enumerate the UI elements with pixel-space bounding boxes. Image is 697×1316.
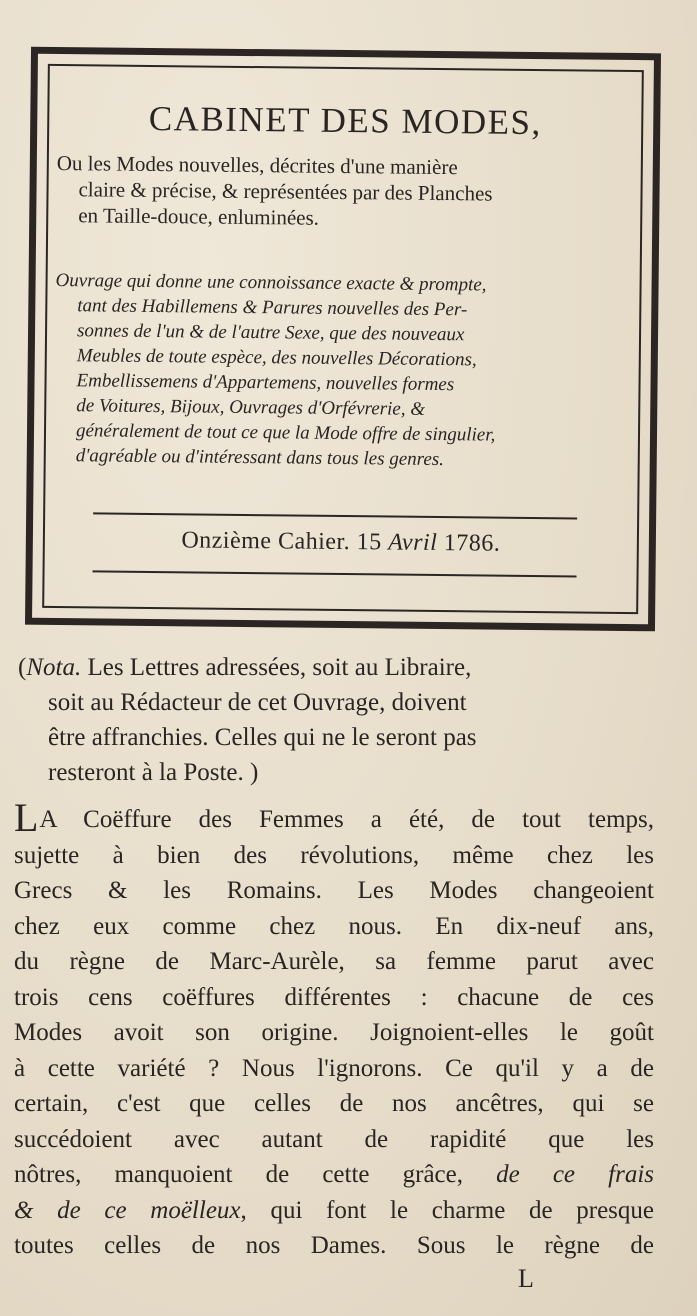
body-line — [14, 1193, 654, 1229]
nota-line-text: Les Lettres adressées, soit au Libraire, — [87, 654, 472, 681]
body-line: certain, c'est que celles de nos ancêtres, qui se — [14, 1090, 654, 1117]
body-line: à cette variété ? Nous l'ignorons. Ce qu'il y a de — [14, 1054, 654, 1082]
nota-line: (Nota. Les Lettres adressées, soit au Libraire, — [18, 654, 472, 681]
subtitle-line: Ou les Modes nouvelles, décrites d'une manière — [56, 150, 458, 180]
description-line: sonnes de l'un & de l'autre Sexe, que des nouveaux — [76, 320, 465, 346]
subtitle-line: en Taille-douce, enluminées. — [78, 203, 320, 230]
body-line: sujette à bien des révolutions, même chez les — [14, 841, 654, 869]
subtitle-line: claire & précise, & représentées par des Planches — [78, 177, 493, 206]
body-line: Modes avoit son origine. Joignoient-elles le goût — [14, 1019, 654, 1046]
nota-label: Nota. — [26, 654, 82, 681]
drop-cap: L — [14, 795, 39, 840]
title-frame — [25, 47, 661, 632]
body-line: du règne de Marc-Aurèle, sa femme parut avec — [14, 948, 654, 975]
body-line-text: nôtres, manquoient de cette grâce, — [14, 1161, 463, 1188]
catchword: L — [518, 1264, 534, 1293]
main-paragraph — [14, 795, 654, 1264]
body-line-text: , qui font le charme de presque — [240, 1196, 654, 1224]
body-italic-text: & de ce moëlleux — [14, 1196, 241, 1224]
publication-title: CABINET DES MODES, — [148, 98, 542, 143]
body-line: succédoient avec autant de rapidité que les — [14, 1125, 654, 1153]
nota-line: être affranchies. Celles qui ne le seront pas — [48, 724, 477, 751]
issue-month: Avril — [388, 529, 438, 556]
issue-number-date: Onzième Cahier. 15 — [181, 527, 382, 556]
description-line: Ouvrage qui donne une connoissance exacte & prompte, — [55, 269, 487, 296]
issue-year: 1786. — [443, 530, 501, 557]
body-line — [14, 1157, 654, 1193]
publication-subtitle — [56, 150, 631, 234]
nota-paragraph — [18, 650, 658, 790]
body-line: toutes celles de nos Dames. Sous le règne de — [14, 1232, 654, 1259]
body-line: Grecs & les Romains. Les Modes changeoient — [14, 877, 654, 904]
description-line: tant des Habillemens & Parures nouvelles des Per- — [77, 295, 468, 321]
body-line: chez eux comme chez nous. En dix-neuf ans, — [14, 912, 654, 940]
body-italic-text: de ce frais — [496, 1161, 654, 1188]
body-line-text: A Coëffure des Femmes a été, de tout temps, — [39, 806, 654, 833]
body-line — [14, 795, 654, 840]
nota-line: soit au Rédacteur de cet Ouvrage, doivent — [48, 689, 467, 716]
body-line: trois cens coëffures différentes : chacune de ces — [14, 983, 654, 1011]
nota-line: resteront à la Poste. ) — [48, 759, 259, 786]
description-line: Meubles de toute espèce, des nouvelles Décorations, — [76, 345, 477, 371]
description-line: généralement de tout ce que la Mode offre de singulier, — [75, 420, 496, 446]
description-line: de Voitures, Bijoux, Ouvrages d'Orfévrerie, & — [76, 395, 426, 420]
description-line: d'agréable ou d'intéressant dans tous les genres. — [75, 445, 445, 471]
description-line: Embellissemens d'Appartemens, nouvelles formes — [76, 370, 455, 396]
publication-description — [54, 268, 630, 474]
